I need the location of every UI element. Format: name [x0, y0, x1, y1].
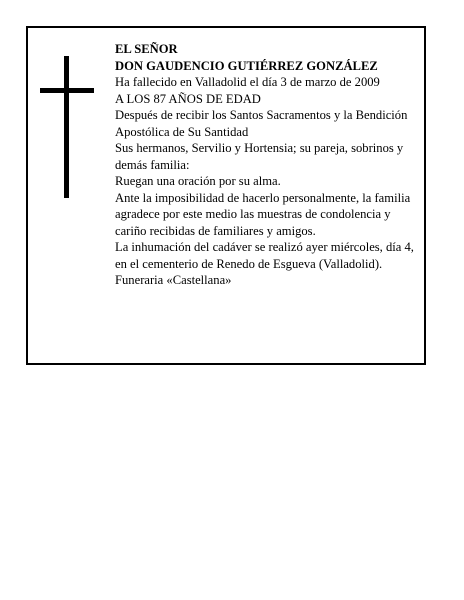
notice-text — [115, 41, 425, 289]
burial-line: La inhumación del cadáver se realizó ayer miércoles, día 4, en el cementerio de Renedo de Esgueva (Valladolid). — [115, 240, 414, 271]
deceased-name: DON GAUDENCIO GUTIÉRREZ GONZÁLEZ — [115, 58, 378, 73]
prayer-line: Ruegan una oración por su alma. — [115, 174, 281, 188]
cross-vertical-bar — [64, 56, 69, 198]
funeral-home-line: Funeraria «Castellana» — [115, 273, 232, 287]
cross-horizontal-bar — [40, 88, 94, 93]
death-date-line: Ha fallecido en Valladolid el día 3 de marzo de 2009 — [115, 75, 380, 89]
cross-icon — [40, 56, 94, 198]
age-line: A LOS 87 AÑOS DE EDAD — [115, 91, 261, 106]
sacraments-line: Después de recibir los Santos Sacramentos y la Bendición Apostólica de Su Santidad — [115, 108, 408, 139]
obituary-notice — [26, 26, 426, 365]
notice-title: EL SEÑOR — [115, 42, 178, 56]
family-line: Sus hermanos, Servilio y Hortensia; su pareja, sobrinos y demás familia: — [115, 141, 404, 172]
gratitude-line: Ante la imposibilidad de hacerlo personalmente, la familia agradece por este medio las muestras de condolencia y cariño recibidas de familiares y amigos. — [115, 190, 411, 238]
